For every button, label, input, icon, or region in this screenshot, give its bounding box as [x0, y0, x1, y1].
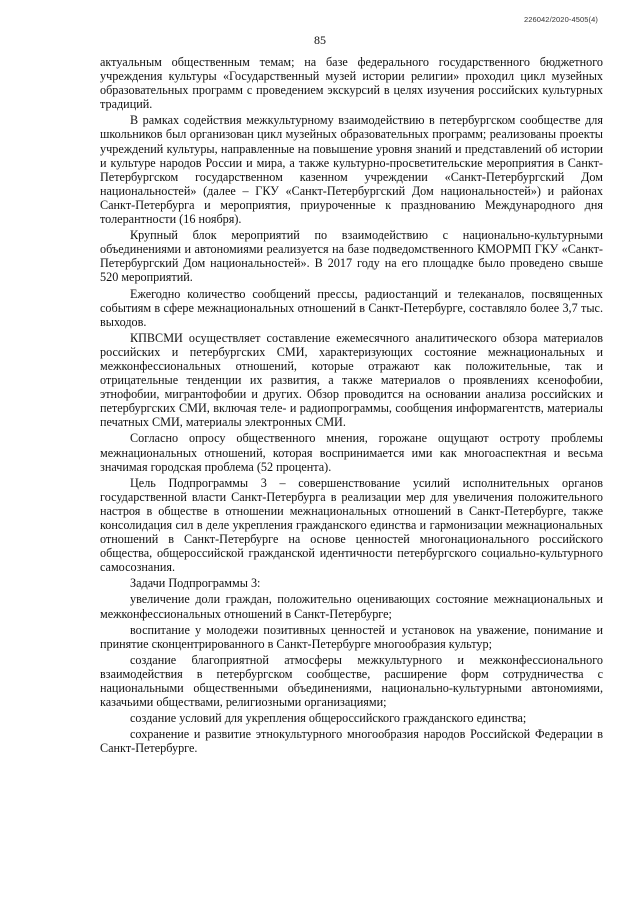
document-id: 226042/2020-4505(4) [523, 15, 598, 24]
list-item: создание благоприятной атмосферы межкультурного и межконфессионального взаимодействия в петербургском сообществе, расширение форм сотрудничества с национальными общественными объединениями, национально-культурными автономиями, казачьими обществами, религиозными организациями; [100, 652, 603, 710]
document-body [100, 55, 603, 756]
list-item: сохранение и развитие этнокультурного многообразия народов Российской Федерации в Санкт-Петербурге. [100, 727, 603, 756]
paragraph: Крупный блок мероприятий по взаимодействию с национально-культурными объединениями и автономиями реализуется на базе подведомственного КМОРМП ГКУ «Санкт-Петербургский Дом национальностей». В 2017 году на его площадке было проведено свыше 520 мероприятий. [100, 228, 603, 285]
list-item: воспитание у молодежи позитивных ценностей и установок на уважение, понимание и принятие сконцентрированного в Санкт-Петербурге многообразия культур; [100, 622, 603, 651]
paragraph: КПВСМИ осуществляет составление ежемесячного аналитического обзора материалов российских и петербургских СМИ, характеризующих состояние межнациональных и межконфессиональных отношений, которые отражают как положительные, так и отрицательные тенденции их развития, а также материалов о проявлениях ксенофобии, этнофобии, мигрантофобии и других. Обзор проводится на основании анализа российских и петербургских СМИ, включая теле- и радиопрограммы, сообщения информагентств, материалы печатных СМИ, материалы электронных СМИ. [100, 330, 603, 430]
page-number: 85 [314, 33, 326, 47]
list-item: создание условий для укрепления общероссийского гражданского единства; [130, 711, 527, 726]
paragraph: Задачи Подпрограммы 3: [130, 576, 261, 591]
list-item: увеличение доли граждан, положительно оценивающих состояние межнациональных и межконфессиональных отношений в Санкт-Петербурге; [100, 592, 603, 621]
paragraph: В рамках содействия межкультурному взаимодействию в петербургском сообществе для школьников был организован цикл музейных образовательных программ; реализованы проекты учреждений культуры, направленные на повышение уровня знаний и представлений об истории и культуре народов России и мира, а также культурно-просветительские мероприятия в Санкт-Петербургском государственном казенном учреждении «Санкт-Петербургский Дом национальностей» (далее – ГКУ «Санкт-Петербургский Дом национальностей») и районах Санкт-Петербурга и мероприятия, приуроченные к празднованию Международного дня толерантности (16 ноября). [100, 113, 603, 227]
paragraph: Ежегодно количество сообщений прессы, радиостанций и телеканалов, посвященных событиям в сфере межнациональных отношений в Санкт-Петербурге, составляло более 3,7 тыс. выходов. [100, 286, 603, 329]
paragraph: Согласно опросу общественного мнения, горожане ощущают остроту проблемы межнациональных отношений, которая воспринимается ими как многоаспектная и весьма значимая городская проблема (52 процента). [100, 431, 603, 474]
paragraph: Цель Подпрограммы 3 – совершенствование усилий исполнительных органов государственной власти Санкт-Петербурга в реализации мер для увеличения положительного настроя в обществе в отношении межнациональных отношений в Санкт-Петербурге, также консолидация сил в деле укрепления гражданского единства и гармонизации межнациональных отношений в Санкт-Петербурге на основе ценностей многонационального российского общества, общероссийской гражданской идентичности петербургского социально-культурного самосознания. [100, 475, 603, 575]
paragraph: актуальным общественным темам; на базе федерального государственного бюджетного учреждения культуры «Государственный музей истории религии» проходил цикл музейных образовательных программ с проведением экскурсий в целях изучения российских культурных традиций. [100, 55, 603, 112]
